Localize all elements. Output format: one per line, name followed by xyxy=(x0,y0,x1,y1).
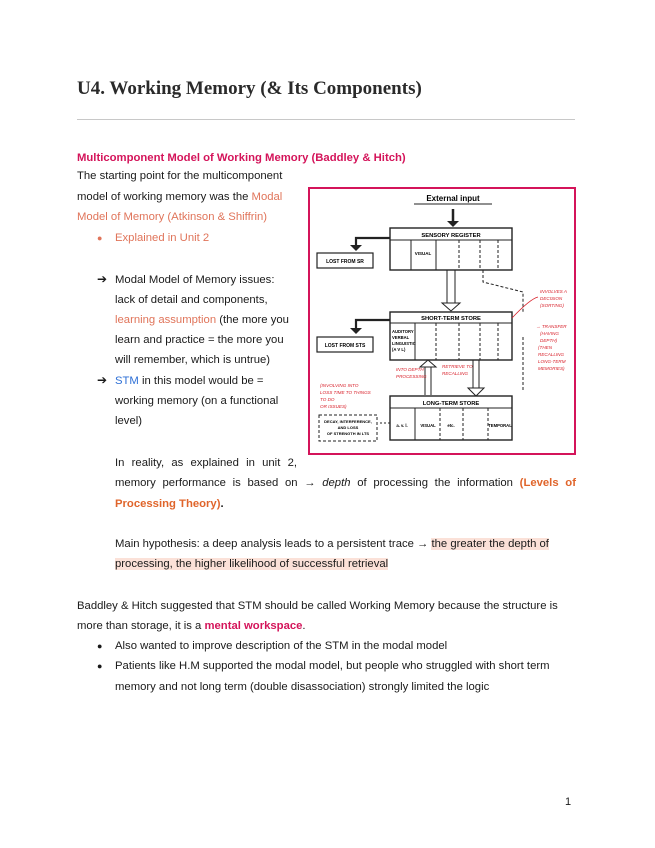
stm-line-1 xyxy=(115,371,264,392)
note-right-2: DECISION xyxy=(540,296,563,301)
note-mid-4: RECALLING xyxy=(442,371,469,376)
note-left-1: (INVOLVING INTO xyxy=(320,383,359,388)
baddley-bullet-1: Also wanted to improve description of the STM in the modal model xyxy=(115,640,448,652)
depth-word: depth xyxy=(322,477,351,489)
reality-line-3 xyxy=(115,494,224,515)
processing-theory: Processing Theory) xyxy=(115,498,221,510)
sub-bullet-unit2: Explained in Unit 2 xyxy=(115,232,210,244)
reality-line-2-b: of processing the information xyxy=(350,477,520,489)
intro-line-2 xyxy=(77,187,282,208)
baddley-line-2-c: . xyxy=(302,620,306,632)
baddley-bullet-2-line-2: memory and not long term (double disassociation) strongly limited the logic xyxy=(115,681,490,693)
stm-content-2: VERBAL xyxy=(392,335,410,340)
reality-period: . xyxy=(220,498,224,510)
intro-line-2-text: model of working memory was the xyxy=(77,191,252,203)
modal-highlight: Modal xyxy=(251,191,283,203)
note-right-10: MEMORIES) xyxy=(538,366,565,371)
lts-visual-label: VISUAL xyxy=(420,423,436,428)
note-left-4: OR ISSUES) xyxy=(320,404,347,409)
external-input-label: External input xyxy=(426,194,480,203)
decay-line-1: DECAY, INTERFERENCE, xyxy=(324,419,372,424)
stm-line-2: working memory (on a functional xyxy=(115,395,279,407)
hypothesis-highlight-1: the greater the depth of xyxy=(431,538,549,550)
stm-content-3: LINGUISTIC xyxy=(392,341,416,346)
sensory-register-label: SENSORY REGISTER xyxy=(421,233,481,239)
arrow-bullet-icon: ➔ xyxy=(97,272,108,286)
issues-line-3 xyxy=(115,310,289,331)
bullet-dot-icon: ● xyxy=(97,641,103,651)
hypothesis-line-2 xyxy=(115,554,388,575)
stm-content-4: (A V L) xyxy=(392,347,406,352)
modal-model-diagram xyxy=(308,187,576,455)
diagram-svg xyxy=(308,187,576,455)
issues-line-5: will remember, which is untrue) xyxy=(115,354,271,366)
issues-line-2: lack of detail and components, xyxy=(115,294,268,306)
intro-line-1: The starting point for the multicomponent xyxy=(77,170,283,182)
hypothesis-line-1 xyxy=(115,534,549,555)
arrow-bullet-icon: ➔ xyxy=(97,373,108,387)
note-left-3: TO DO xyxy=(320,397,335,402)
lts-etc-label: etc. xyxy=(447,423,455,428)
issues-line-4: learn and practice = the more you xyxy=(115,334,284,346)
baddley-bullet-2-line-1: Patients like H.M supported the modal model, but people who struggled with short term xyxy=(115,660,550,672)
note-mid-3: RETRIEVE TO xyxy=(442,364,473,369)
note-right-4: → TRANSFER xyxy=(536,324,567,329)
note-right-1: INVOLVES A xyxy=(540,289,567,294)
reality-line-2 xyxy=(115,473,576,494)
short-term-store-label: SHORT-TERM STORE xyxy=(421,316,481,322)
bullet-dot-icon: ● xyxy=(97,233,103,243)
stm-word: STM xyxy=(115,375,139,387)
note-mid-2: PROCESSING xyxy=(396,374,427,379)
decay-line-3: OF STRENGTH IN LTS xyxy=(326,431,370,436)
long-term-store-label: LONG-TERM STORE xyxy=(422,401,480,407)
bullet-dot-icon: ● xyxy=(97,661,103,671)
decay-line-2: AND LOSS xyxy=(337,425,359,430)
stm-content-1: AUDITORY xyxy=(392,329,414,334)
note-left-2: LOSS TIME TO THINGS xyxy=(320,390,371,395)
mental-workspace: mental workspace xyxy=(204,620,303,632)
note-mid-1: INTO DEPTH xyxy=(396,367,424,372)
reality-line-2-a: memory performance is based on → xyxy=(115,477,323,489)
note-right-6: DEPTH) xyxy=(540,338,558,343)
levels-paren: ( xyxy=(519,477,524,489)
hypothesis-highlight-2: processing, the higher likelihood of successful retrieval xyxy=(115,558,389,570)
issues-line-3-rest: (the more you xyxy=(216,314,289,326)
note-right-3: (SORTING) xyxy=(540,303,564,308)
title-divider xyxy=(77,119,575,120)
sr-visual-label: VISUAL xyxy=(414,251,432,256)
note-right-8: RECALLING xyxy=(538,352,565,357)
hypothesis-text: Main hypothesis: a deep analysis leads to a persistent trace → xyxy=(115,538,432,550)
note-right-5: (HAVING xyxy=(540,331,559,336)
baddley-line-2-a: more than storage, it is a xyxy=(77,620,205,632)
section-heading: Multicomponent Model of Working Memory (Baddley & Hitch) xyxy=(77,152,406,164)
stm-line-3: level) xyxy=(115,415,142,427)
baddley-line-1: Baddley & Hitch suggested that STM should be called Working Memory because the structure is xyxy=(77,600,558,612)
stm-line-1-rest: in this model would be = xyxy=(138,375,264,387)
issues-line-1: Modal Model of Memory issues: xyxy=(115,274,275,286)
lost-from-sts-label: LOST FROM STS xyxy=(324,343,366,349)
page-title: U4. Working Memory (& Its Components) xyxy=(77,78,422,99)
note-right-9: LONG-TERM xyxy=(538,359,566,364)
levels-of-processing: Levels of xyxy=(523,477,576,489)
reality-line-1: In reality, as explained in unit 2, xyxy=(115,457,297,469)
learning-assumption: learning assumption xyxy=(115,314,217,326)
note-right-7: (THEN xyxy=(538,345,553,350)
baddley-line-2 xyxy=(77,616,306,637)
lts-avl-label: a. v. l. xyxy=(396,423,408,428)
page-number: 1 xyxy=(565,796,572,808)
lost-from-sr-label: LOST FROM SR xyxy=(326,259,364,265)
lts-temporal-label: TEMPORAL xyxy=(488,423,512,428)
intro-line-3: Model of Memory (Atkinson & Shiffrin) xyxy=(77,211,268,223)
